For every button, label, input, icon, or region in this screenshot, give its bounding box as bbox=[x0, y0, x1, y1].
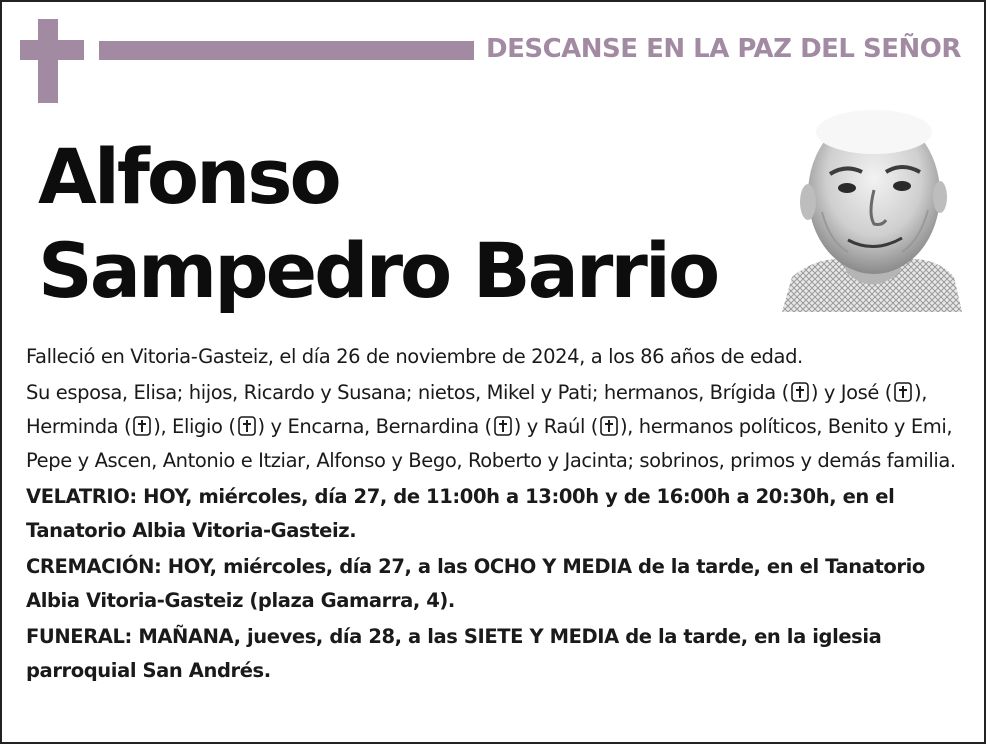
small-cross-icon bbox=[893, 382, 913, 402]
header-title: DESCANSE EN LA PAZ DEL SEÑOR bbox=[486, 34, 961, 64]
portrait-photo bbox=[782, 102, 962, 312]
deceased-surnames: Sampedro Barrio bbox=[38, 226, 718, 315]
family-text: ) y Raúl ( bbox=[513, 415, 598, 438]
death-statement: Falleció en Vitoria-Gasteiz, el día 26 de noviembre de 2024, a los 86 años de edad. bbox=[26, 345, 803, 368]
header-rule bbox=[99, 41, 474, 60]
deceased-first-name: Alfonso bbox=[38, 132, 339, 221]
deceased-name bbox=[38, 130, 758, 318]
family-text: ) y José ( bbox=[810, 381, 893, 404]
family-text: ) y Encarna, Bernardina ( bbox=[257, 415, 492, 438]
small-cross-icon bbox=[790, 382, 810, 402]
small-cross-icon bbox=[599, 416, 619, 436]
family-text: ), Herminda ( bbox=[26, 381, 928, 438]
cremation-info: CREMACIÓN: HOY, miércoles, día 27, a las OCHO Y MEDIA de la tarde, en el Tanatorio Albia Vitoria-Gasteiz (plaza Gamarra, 4). bbox=[26, 555, 925, 612]
family-text: ), Eligio ( bbox=[153, 415, 236, 438]
notice-body bbox=[26, 340, 966, 688]
small-cross-icon bbox=[132, 416, 152, 436]
velatorio-info: VELATRIO: HOY, miércoles, día 27, de 11:00h a 13:00h y de 16:00h a 20:30h, en el Tanatorio Albia Vitoria-Gasteiz. bbox=[26, 485, 895, 542]
family-paragraph bbox=[26, 376, 966, 478]
family-text: Su esposa, Elisa; hijos, Ricardo y Susana; nietos, Mikel y Pati; hermanos, Brígida ( bbox=[26, 381, 789, 404]
small-cross-icon bbox=[237, 416, 257, 436]
cross-icon-arm bbox=[20, 40, 84, 60]
small-cross-icon bbox=[493, 416, 513, 436]
family-text: ), hermanos políticos, Benito y Emi, Pepe y Ascen, Antonio e Itziar, Alfonso y Bego, Roberto y Jacinta; sobrinos, primos y demás familia. bbox=[26, 415, 956, 472]
cross-icon bbox=[38, 19, 58, 103]
funeral-info: FUNERAL: MAÑANA, jueves, día 28, a las SIETE Y MEDIA de la tarde, en la iglesia parroquial San Andrés. bbox=[26, 625, 882, 682]
